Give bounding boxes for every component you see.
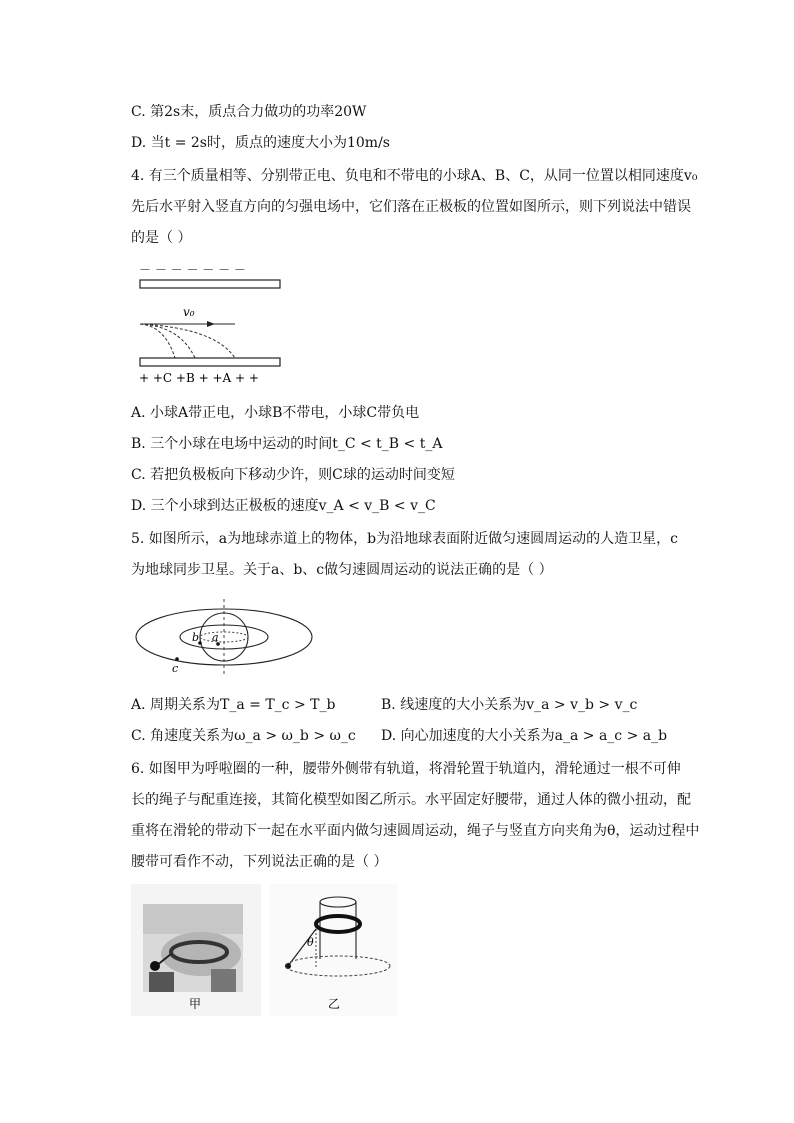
q4-trajectory-b	[140, 324, 195, 358]
q4-positive-plate	[140, 358, 280, 366]
q5-stem-line-2: 为地球同步卫星。关于a、b、c做匀速圆周运动的说法正确的是（ ）	[131, 562, 553, 578]
q6-label-yi: 乙	[328, 997, 341, 1011]
q6-stem-line-1: 6. 如图甲为呼啦圈的一种，腰带外侧带有轨道，将滑轮置于轨道内，滑轮通过一根不可伸	[131, 761, 681, 777]
q4-figure-capacitor	[135, 262, 295, 387]
q6-figure-jia-photo	[131, 884, 261, 1016]
q4-bottom-plate-signs: + +C +B + +A + +	[139, 371, 259, 385]
q6-figure-yi-model	[270, 884, 398, 1016]
q5-label-b: b	[192, 631, 200, 644]
q4-trajectory-a	[140, 324, 235, 358]
q5-figure-orbits	[132, 597, 317, 677]
q4-option-d: D. 三个小球到达正极板的速度v_A < v_B < v_C	[131, 498, 436, 514]
q3-option-c: C. 第2s末，质点合力做功的功率20W	[131, 104, 367, 120]
q6-stem-line-3: 重将在滑轮的带动下一起在水平面内做匀速圆周运动，绳子与竖直方向夹角为θ，运动过程中	[131, 823, 700, 839]
q4-stem-line-1: 4. 有三个质量相等、分别带正电、负电和不带电的小球A、B、C，从同一位置以相同速度v₀	[131, 168, 698, 184]
q5-label-a: a	[212, 631, 219, 644]
q6-stem-line-4: 腰带可看作不动，下列说法正确的是（ ）	[131, 854, 388, 870]
q4-stem-line-2: 先后水平射入竖直方向的匀强电场中，它们落在正极板的位置如图所示，则下列说法中错误	[131, 199, 691, 215]
q6-label-jia: 甲	[189, 997, 202, 1011]
q6-stem-line-2: 长的绳子与配重连接，其简化模型如图乙所示。水平固定好腰带，通过人体的微小扭动，配	[131, 792, 691, 808]
q4-velocity-label: v₀	[183, 305, 195, 319]
q4-stem-line-3: 的是（ ）	[131, 230, 192, 246]
q5-label-c: c	[172, 662, 179, 675]
q6-counterweight	[285, 963, 291, 969]
q5-option-d: D. 向心加速度的大小关系为a_a > a_c > a_b	[381, 728, 668, 744]
q5-option-b: B. 线速度的大小关系为v_a > v_b > v_c	[381, 697, 638, 713]
q4-top-plate-signs: － － － － － － －	[139, 263, 246, 277]
q4-option-c: C. 若把负极板向下移动少许，则C球的运动时间变短	[131, 467, 455, 483]
q4-option-a: A. 小球A带正电，小球B不带电，小球C带负电	[131, 405, 420, 421]
q5-stem-line-1: 5. 如图所示，a为地球赤道上的物体，b为沿地球表面附近做匀速圆周运动的人造卫星，c	[131, 531, 678, 547]
q4-trajectory-c	[140, 324, 175, 358]
q3-option-d: D. 当t = 2s时，质点的速度大小为10m/s	[131, 135, 390, 151]
q5-option-a: A. 周期关系为T_a = T_c > T_b	[131, 697, 336, 713]
q4-option-b: B. 三个小球在电场中运动的时间t_C < t_B < t_A	[131, 436, 443, 452]
q4-velocity-arrow-icon	[207, 321, 215, 327]
q5-satellite-c	[175, 657, 179, 661]
q6-label-theta: θ	[307, 936, 314, 949]
q5-option-c: C. 角速度关系为ω_a > ω_b > ω_c	[131, 728, 356, 744]
q4-negative-plate	[140, 280, 280, 288]
